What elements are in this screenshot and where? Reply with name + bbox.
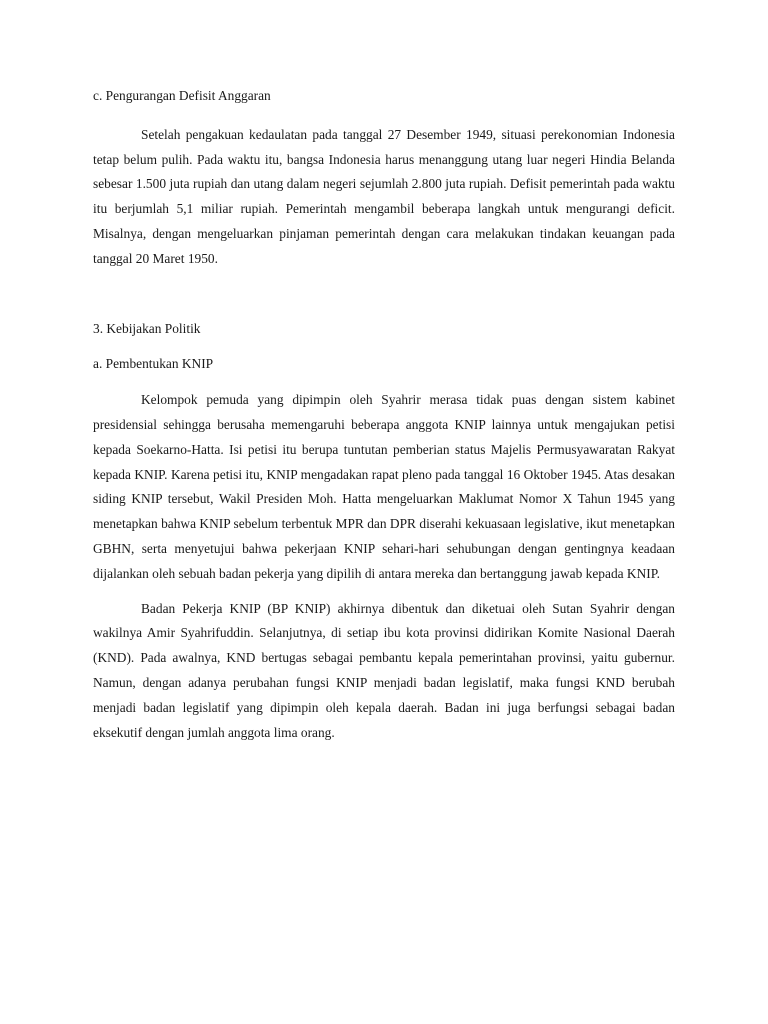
document-page [93,84,675,745]
section-heading-politik: 3. Kebijakan Politik [93,320,201,336]
section-heading-deficit: c. Pengurangan Defisit Anggaran [93,88,271,103]
paragraph-deficit: Setelah pengakuan kedaulatan pada tanggal 27 Desember 1949, situasi perekonomian Indonesia tetap belum pulih. Pada waktu itu, bangsa Indonesia harus menanggung utang luar negeri Hindia Belanda sebesar 1.500 juta rupiah dan utang dalam negeri sejumlah 2.800 juta rupiah. Defisit pemerintah pada waktu itu berjumlah 5,1 miliar rupiah. Pemerintah mengambil beberapa langkah untuk mengurangi deficit. Misalnya, dengan mengeluarkan pinjaman pemerintah dengan cara melakukan tindakan keuangan pada tanggal 20 Maret 1950. [93,126,675,266]
section-heading-knip: a. Pembentukan KNIP [93,356,214,372]
paragraph-knip-2: Badan Pekerja KNIP (BP KNIP) akhirnya dibentuk dan diketuai oleh Sutan Syahrir dengan wakilnya Amir Syahrifuddin. Selanjutnya, di setiap ibu kota provinsi didirikan Komite Nasional Daerah (KND). Pada awalnya, KND bertugas sebagai pembantu kepala pemerintahan provinsi, yaitu gubernur. Namun, dengan adanya perubahan fungsi KNIP menjadi badan legislatif, maka fungsi KND berubah menjadi badan legislatif yang dipimpin oleh kepala daerah. Badan ini juga berfungsi sebagai badan eksekutif dengan jumlah anggota lima orang. [93,600,675,740]
paragraph-knip-1: Kelompok pemuda yang dipimpin oleh Syahrir merasa tidak puas dengan sistem kabinet presidensial sehingga berusaha memengaruhi beberapa anggota KNIP lainnya untuk mengajukan petisi kepada Soekarno-Hatta. Isi petisi itu berupa tuntutan pemberian status Majelis Permusyawaratan Rakyat kepada KNIP. Karena petisi itu, KNIP mengadakan rapat pleno pada tanggal 16 Oktober 1945. Atas desakan siding KNIP tersebut, Wakil Presiden Moh. Hatta mengeluarkan Maklumat Nomor X Tahun 1945 yang menetapkan bahwa KNIP sebelum terbentuk MPR dan DPR diserahi kekuasaan legislative, ikut menetapkan GBHN, serta menyetujui bahwa pekerjaan KNIP sehari-hari sehubungan dengan gentingnya keadaan dijalankan oleh sebuah badan pekerja yang dipilih di antara mereka dan bertanggung jawab kepada KNIP. [93,392,675,581]
